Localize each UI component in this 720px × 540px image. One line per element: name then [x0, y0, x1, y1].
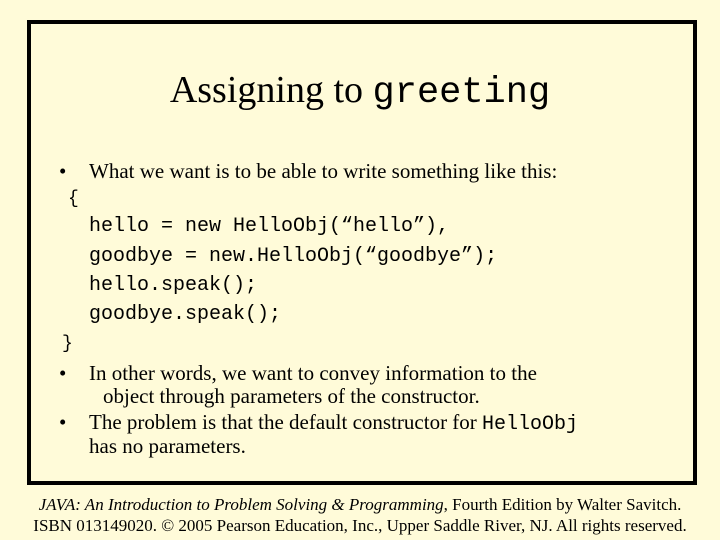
title-code: greeting	[372, 72, 551, 114]
bullet-1-text: What we want is to be able to write something like this:	[89, 159, 558, 183]
slide-title	[0, 68, 720, 115]
bullet-3-code: HelloObj	[482, 413, 579, 436]
footer-line-2: ISBN 013149020. © 2005 Pearson Education, Inc., Upper Saddle River, NJ. All rights reserved.	[33, 516, 687, 535]
footer-edition: , Fourth Edition by Walter Savitch.	[443, 495, 682, 514]
open-brace: {	[68, 189, 79, 209]
bullet-2-line-1: In other words, we want to convey information to the	[89, 361, 537, 385]
footer-line-1	[0, 495, 720, 515]
bullet-3-line-2: has no parameters.	[89, 434, 246, 458]
bullet-3-text: The problem is that the default constructor for	[89, 410, 483, 434]
bullet-marker: •	[59, 361, 67, 385]
code-line-2: goodbye = new.HelloObj(“goodbye”);	[89, 245, 498, 268]
bullet-marker: •	[59, 159, 67, 183]
close-brace: }	[62, 334, 73, 354]
code-line-3: hello.speak();	[89, 274, 258, 297]
bullet-marker: •	[59, 410, 67, 434]
title-text: Assigning to	[169, 69, 373, 111]
footer-book-title: JAVA: An Introduction to Problem Solving & Programming	[38, 495, 444, 514]
bullet-2-line-2: object through parameters of the constructor.	[103, 384, 480, 408]
bullet-3-line-1	[89, 410, 578, 437]
code-line-4: goodbye.speak();	[89, 303, 282, 326]
code-line-1: hello = new HelloObj(“hello”),	[89, 215, 450, 238]
